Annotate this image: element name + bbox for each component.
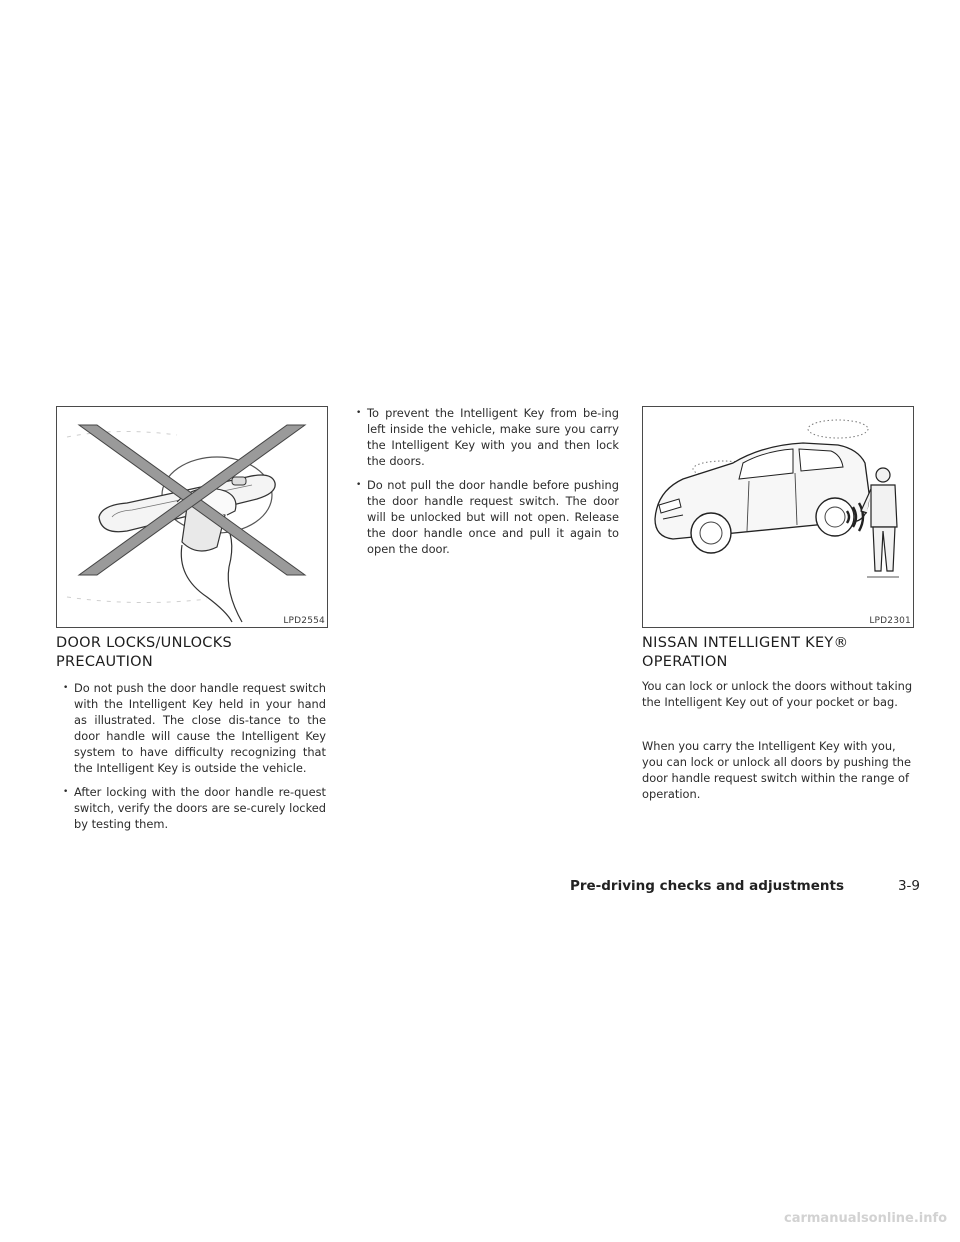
section-heading-door-locks: [56, 634, 336, 672]
vehicle-illustration: [643, 407, 913, 627]
list-item: • Do not pull the door handle before pushing the door handle request switch. The door will be unlocked but will not open. Release the door handle once and pull it again to open the door.: [356, 477, 619, 557]
figure-intelligent-key-operation: [642, 406, 914, 628]
list-item: • To prevent the Intelligent Key from be-ing left inside the vehicle, make sure you carry the Intelligent Key with you and then lock the doors.: [356, 405, 619, 469]
watermark: carmanualsonline.info: [784, 1211, 948, 1226]
figure-door-handle-prohibited: [56, 406, 328, 628]
heading-line-2: OPERATION: [642, 654, 728, 670]
heading-line-2: PRECAUTION: [56, 654, 154, 670]
footer-section-title: Pre-driving checks and adjustments: [569, 878, 844, 894]
operation-paragraph-1: You can lock or unlock the doors without taking the Intelligent Key out of your pocket or bag.: [642, 679, 913, 709]
figure-id-left: LPD2554: [283, 616, 325, 626]
precaution-list: [63, 680, 326, 840]
door-handle-illustration: [57, 407, 327, 627]
operation-paragraph-2: When you carry the Intelligent Key with you, you can lock or unlock all doors by pushing the door handle request switch within the range of operation.: [642, 739, 912, 801]
heading-line-1: DOOR LOCKS/UNLOCKS: [56, 635, 233, 651]
precaution-list-continued: [356, 405, 619, 565]
section-heading-intelligent-key: [642, 634, 922, 672]
page-number: 3-9: [897, 878, 920, 894]
heading-line-1: NISSAN INTELLIGENT KEY®: [642, 635, 849, 651]
figure-id-right: LPD2301: [869, 616, 911, 626]
list-item: • After locking with the door handle re-quest switch, verify the doors are se-curely locked by testing them.: [63, 784, 326, 832]
list-item: • Do not push the door handle request switch with the Intelligent Key held in your hand as illustrated. The close dis-tance to the door handle will cause the Intelligent Key system to have difficulty recognizing that the Intelligent Key is outside the vehicle.: [63, 680, 326, 776]
